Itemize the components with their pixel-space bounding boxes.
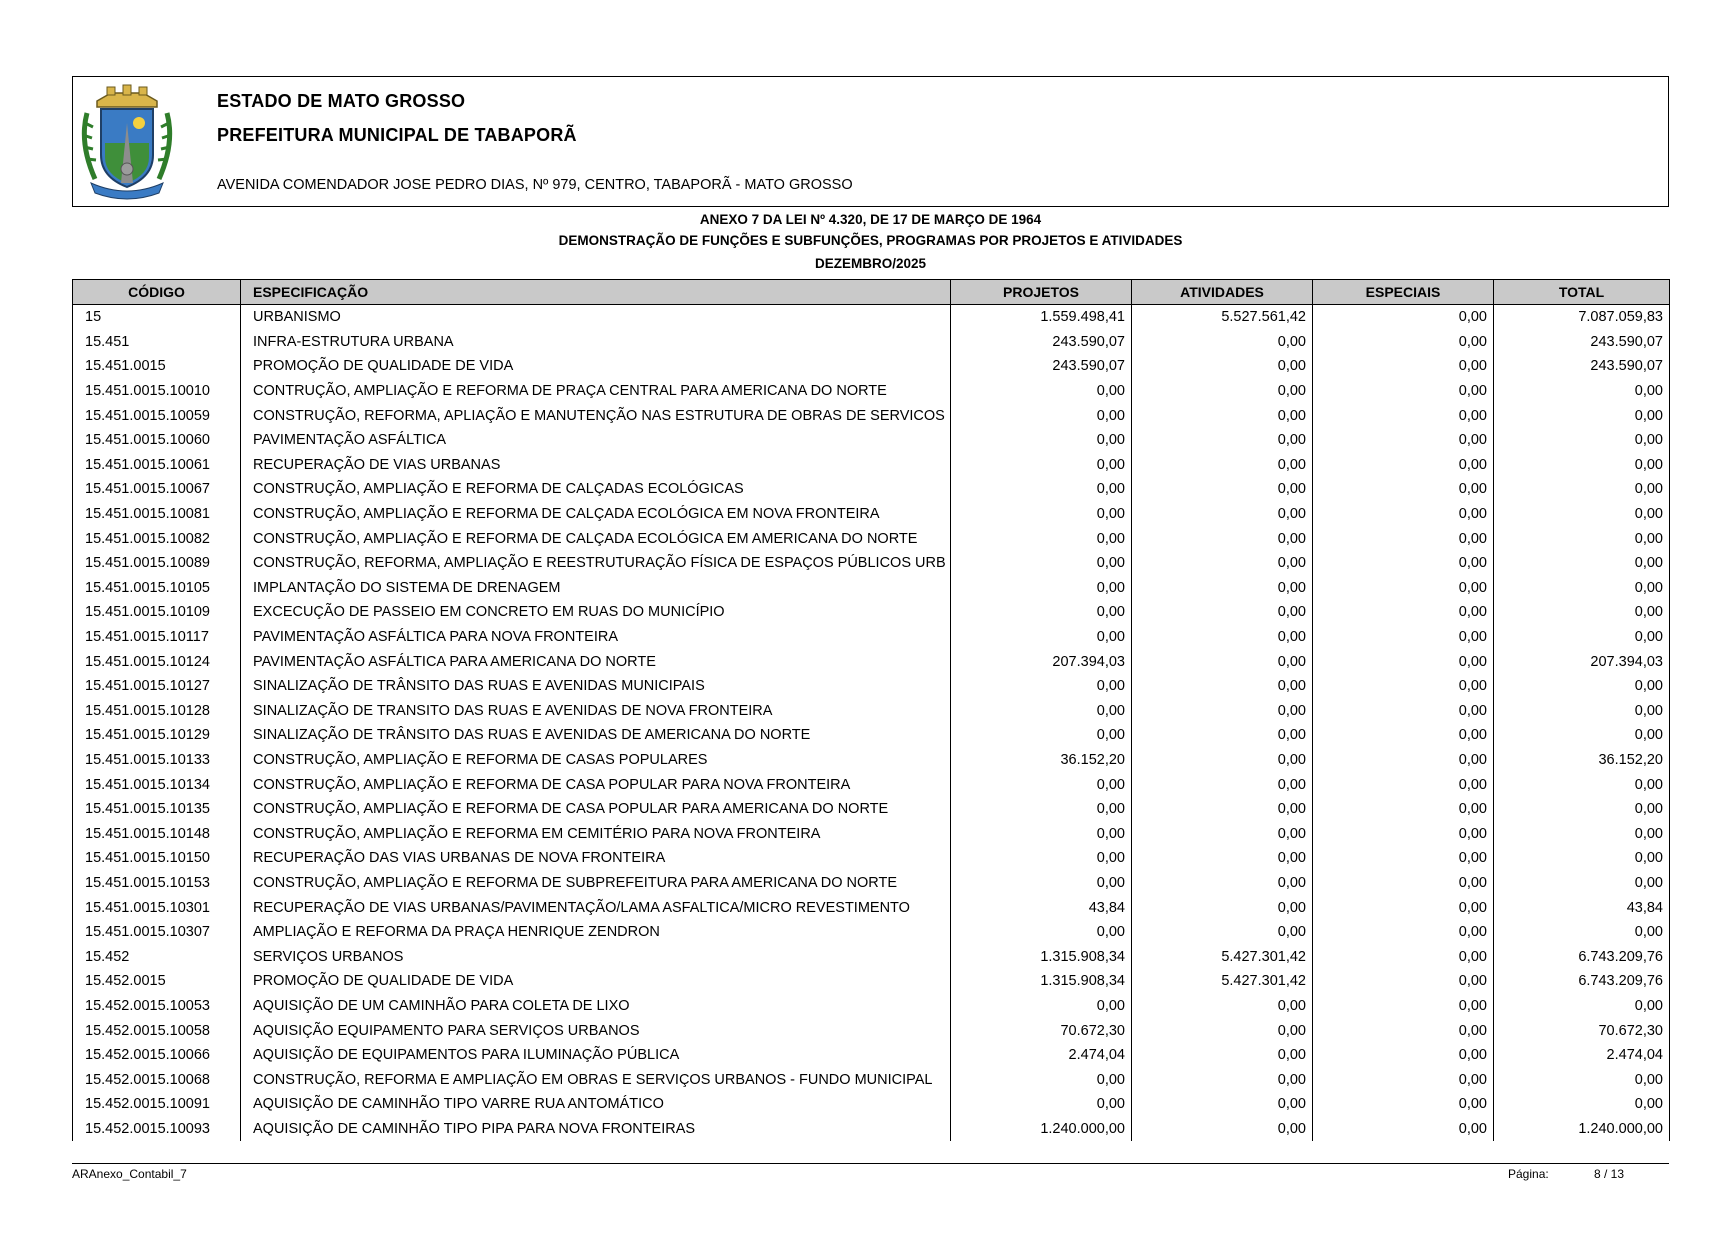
cell-total: 0,00 xyxy=(1494,1092,1670,1117)
table-row xyxy=(73,1117,1670,1142)
cell-codigo: 15.452.0015.10058 xyxy=(73,1018,241,1043)
cell-especiais: 0,00 xyxy=(1313,920,1494,945)
cell-projetos: 0,00 xyxy=(951,551,1132,576)
column-header-atividades: ATIVIDADES xyxy=(1132,280,1313,305)
footer-report-name: ARAnexo_Contabil_7 xyxy=(72,1167,187,1181)
cell-codigo: 15.452.0015.10093 xyxy=(73,1117,241,1142)
cell-atividades: 0,00 xyxy=(1132,453,1313,478)
state-name: ESTADO DE MATO GROSSO xyxy=(217,91,466,111)
cell-atividades: 0,00 xyxy=(1132,723,1313,748)
cell-projetos: 0,00 xyxy=(951,846,1132,871)
cell-especiais: 0,00 xyxy=(1313,477,1494,502)
cell-codigo: 15.451.0015.10135 xyxy=(73,797,241,822)
cell-projetos: 0,00 xyxy=(951,502,1132,527)
table-row xyxy=(73,403,1670,428)
cell-especiais: 0,00 xyxy=(1313,354,1494,379)
cell-especiais: 0,00 xyxy=(1313,969,1494,994)
cell-projetos: 243.590,07 xyxy=(951,354,1132,379)
table-row xyxy=(73,846,1670,871)
cell-codigo: 15.451.0015.10061 xyxy=(73,453,241,478)
table-row xyxy=(73,428,1670,453)
table-row xyxy=(73,330,1670,355)
cell-codigo: 15.452.0015.10091 xyxy=(73,1092,241,1117)
cell-especificacao: AMPLIAÇÃO E REFORMA DA PRAÇA HENRIQUE ZENDRON xyxy=(241,920,951,945)
cell-atividades: 0,00 xyxy=(1132,871,1313,896)
cell-codigo: 15.451.0015.10127 xyxy=(73,674,241,699)
cell-projetos: 0,00 xyxy=(951,994,1132,1019)
column-header-total: TOTAL xyxy=(1494,280,1670,305)
cell-especificacao: CONTRUÇÃO, AMPLIAÇÃO E REFORMA DE PRAÇA CENTRAL PARA AMERICANA DO NORTE xyxy=(241,379,951,404)
cell-especificacao: AQUISIÇÃO DE CAMINHÃO TIPO PIPA PARA NOVA FRONTEIRAS xyxy=(241,1117,951,1142)
prefecture-name: PREFEITURA MUNICIPAL DE TABAPORÃ xyxy=(217,125,577,145)
cell-especiais: 0,00 xyxy=(1313,1067,1494,1092)
cell-codigo: 15.452.0015.10068 xyxy=(73,1067,241,1092)
cell-atividades: 0,00 xyxy=(1132,1117,1313,1142)
table-row xyxy=(73,969,1670,994)
column-header-especificacao: ESPECIFICAÇÃO xyxy=(241,280,951,305)
cell-codigo: 15.452.0015.10053 xyxy=(73,994,241,1019)
cell-especiais: 0,00 xyxy=(1313,600,1494,625)
cell-total: 0,00 xyxy=(1494,871,1670,896)
cell-atividades: 0,00 xyxy=(1132,354,1313,379)
cell-atividades: 0,00 xyxy=(1132,477,1313,502)
cell-projetos: 0,00 xyxy=(951,477,1132,502)
cell-projetos: 0,00 xyxy=(951,699,1132,724)
cell-atividades: 0,00 xyxy=(1132,649,1313,674)
cell-codigo: 15.451.0015.10128 xyxy=(73,699,241,724)
cell-especiais: 0,00 xyxy=(1313,772,1494,797)
cell-projetos: 243.590,07 xyxy=(951,330,1132,355)
cell-especificacao: SINALIZAÇÃO DE TRÂNSITO DAS RUAS E AVENIDAS MUNICIPAIS xyxy=(241,674,951,699)
cell-especiais: 0,00 xyxy=(1313,1092,1494,1117)
cell-atividades: 0,00 xyxy=(1132,600,1313,625)
cell-projetos: 0,00 xyxy=(951,920,1132,945)
cell-total: 43,84 xyxy=(1494,895,1670,920)
cell-especificacao: EXCECUÇÃO DE PASSEIO EM CONCRETO EM RUAS DO MUNICÍPIO xyxy=(241,600,951,625)
cell-especificacao: SERVIÇOS URBANOS xyxy=(241,944,951,969)
cell-especiais: 0,00 xyxy=(1313,625,1494,650)
cell-codigo: 15.451.0015.10059 xyxy=(73,403,241,428)
cell-total: 7.087.059,83 xyxy=(1494,305,1670,330)
cell-atividades: 0,00 xyxy=(1132,748,1313,773)
cell-total: 0,00 xyxy=(1494,600,1670,625)
cell-atividades: 0,00 xyxy=(1132,403,1313,428)
cell-especiais: 0,00 xyxy=(1313,502,1494,527)
cell-codigo: 15.451.0015 xyxy=(73,354,241,379)
cell-total: 0,00 xyxy=(1494,1067,1670,1092)
cell-total: 0,00 xyxy=(1494,477,1670,502)
cell-projetos: 1.315.908,34 xyxy=(951,944,1132,969)
table-row xyxy=(73,551,1670,576)
cell-especiais: 0,00 xyxy=(1313,748,1494,773)
cell-atividades: 0,00 xyxy=(1132,502,1313,527)
cell-especiais: 0,00 xyxy=(1313,994,1494,1019)
cell-total: 0,00 xyxy=(1494,699,1670,724)
cell-codigo: 15.451.0015.10082 xyxy=(73,526,241,551)
cell-total: 0,00 xyxy=(1494,797,1670,822)
cell-especiais: 0,00 xyxy=(1313,305,1494,330)
cell-especificacao: PAVIMENTAÇÃO ASFÁLTICA PARA AMERICANA DO NORTE xyxy=(241,649,951,674)
cell-codigo: 15.451.0015.10060 xyxy=(73,428,241,453)
table-row xyxy=(73,944,1670,969)
footer-divider xyxy=(72,1163,1669,1164)
cell-codigo: 15.451.0015.10133 xyxy=(73,748,241,773)
cell-especificacao: CONSTRUÇÃO, AMPLIAÇÃO E REFORMA DE CALÇADAS ECOLÓGICAS xyxy=(241,477,951,502)
cell-atividades: 5.427.301,42 xyxy=(1132,944,1313,969)
cell-total: 0,00 xyxy=(1494,551,1670,576)
cell-projetos: 0,00 xyxy=(951,600,1132,625)
table-header-row xyxy=(73,280,1670,305)
cell-codigo: 15.451.0015.10134 xyxy=(73,772,241,797)
cell-projetos: 207.394,03 xyxy=(951,649,1132,674)
cell-codigo: 15 xyxy=(73,305,241,330)
cell-atividades: 0,00 xyxy=(1132,772,1313,797)
cell-total: 0,00 xyxy=(1494,920,1670,945)
cell-especiais: 0,00 xyxy=(1313,1018,1494,1043)
cell-codigo: 15.451.0015.10089 xyxy=(73,551,241,576)
cell-projetos: 0,00 xyxy=(951,674,1132,699)
cell-atividades: 0,00 xyxy=(1132,699,1313,724)
cell-projetos: 0,00 xyxy=(951,379,1132,404)
cell-atividades: 0,00 xyxy=(1132,797,1313,822)
cell-especificacao: CONSTRUÇÃO, REFORMA, AMPLIAÇÃO E REESTRUTURAÇÃO FÍSICA DE ESPAÇOS PÚBLICOS URB xyxy=(241,551,951,576)
cell-total: 1.240.000,00 xyxy=(1494,1117,1670,1142)
cell-codigo: 15.451.0015.10124 xyxy=(73,649,241,674)
cell-especificacao: CONSTRUÇÃO, AMPLIAÇÃO E REFORMA EM CEMITÉRIO PARA NOVA FRONTEIRA xyxy=(241,821,951,846)
cell-especificacao: AQUISIÇÃO DE CAMINHÃO TIPO VARRE RUA ANTOMÁTICO xyxy=(241,1092,951,1117)
cell-total: 243.590,07 xyxy=(1494,330,1670,355)
cell-projetos: 0,00 xyxy=(951,871,1132,896)
footer-page-number: 8 / 13 xyxy=(1594,1167,1625,1181)
cell-especiais: 0,00 xyxy=(1313,649,1494,674)
cell-codigo: 15.452.0015.10066 xyxy=(73,1043,241,1068)
cell-especificacao: IMPLANTAÇÃO DO SISTEMA DE DRENAGEM xyxy=(241,576,951,601)
cell-especificacao: AQUISIÇÃO DE UM CAMINHÃO PARA COLETA DE LIXO xyxy=(241,994,951,1019)
cell-especificacao: AQUISIÇÃO EQUIPAMENTO PARA SERVIÇOS URBANOS xyxy=(241,1018,951,1043)
cell-especificacao: URBANISMO xyxy=(241,305,951,330)
table-row xyxy=(73,772,1670,797)
cell-projetos: 1.559.498,41 xyxy=(951,305,1132,330)
cell-especificacao: RECUPERAÇÃO DAS VIAS URBANAS DE NOVA FRONTEIRA xyxy=(241,846,951,871)
cell-atividades: 0,00 xyxy=(1132,1067,1313,1092)
cell-especificacao: SINALIZAÇÃO DE TRÂNSITO DAS RUAS E AVENIDAS DE AMERICANA DO NORTE xyxy=(241,723,951,748)
cell-codigo: 15.451.0015.10010 xyxy=(73,379,241,404)
cell-especiais: 0,00 xyxy=(1313,551,1494,576)
cell-especiais: 0,00 xyxy=(1313,674,1494,699)
cell-atividades: 0,00 xyxy=(1132,994,1313,1019)
cell-total: 0,00 xyxy=(1494,403,1670,428)
cell-atividades: 0,00 xyxy=(1132,330,1313,355)
cell-total: 0,00 xyxy=(1494,502,1670,527)
cell-codigo: 15.451.0015.10148 xyxy=(73,821,241,846)
table-row xyxy=(73,1018,1670,1043)
cell-projetos: 0,00 xyxy=(951,625,1132,650)
cell-projetos: 0,00 xyxy=(951,821,1132,846)
cell-atividades: 0,00 xyxy=(1132,1043,1313,1068)
cell-total: 0,00 xyxy=(1494,625,1670,650)
cell-projetos: 1.315.908,34 xyxy=(951,969,1132,994)
cell-especiais: 0,00 xyxy=(1313,1043,1494,1068)
cell-atividades: 0,00 xyxy=(1132,428,1313,453)
cell-especiais: 0,00 xyxy=(1313,379,1494,404)
cell-especiais: 0,00 xyxy=(1313,723,1494,748)
table-row xyxy=(73,699,1670,724)
cell-codigo: 15.451.0015.10129 xyxy=(73,723,241,748)
cell-total: 6.743.209,76 xyxy=(1494,969,1670,994)
cell-codigo: 15.452.0015 xyxy=(73,969,241,994)
cell-especiais: 0,00 xyxy=(1313,428,1494,453)
cell-projetos: 0,00 xyxy=(951,1092,1132,1117)
cell-codigo: 15.451.0015.10307 xyxy=(73,920,241,945)
footer-page-label: Página: xyxy=(1508,1167,1549,1181)
cell-total: 70.672,30 xyxy=(1494,1018,1670,1043)
cell-especificacao: CONSTRUÇÃO, AMPLIAÇÃO E REFORMA DE SUBPREFEITURA PARA AMERICANA DO NORTE xyxy=(241,871,951,896)
cell-especificacao: CONSTRUÇÃO, AMPLIAÇÃO E REFORMA DE CALÇADA ECOLÓGICA EM NOVA FRONTEIRA xyxy=(241,502,951,527)
cell-projetos: 0,00 xyxy=(951,526,1132,551)
cell-projetos: 0,00 xyxy=(951,1067,1132,1092)
report-title-description: DEMONSTRAÇÃO DE FUNÇÕES E SUBFUNÇÕES, PROGRAMAS POR PROJETOS E ATIVIDADES xyxy=(558,233,1183,248)
cell-projetos: 0,00 xyxy=(951,453,1132,478)
table-row xyxy=(73,674,1670,699)
cell-especiais: 0,00 xyxy=(1313,821,1494,846)
cell-especificacao: PAVIMENTAÇÃO ASFÁLTICA xyxy=(241,428,951,453)
cell-especiais: 0,00 xyxy=(1313,330,1494,355)
cell-projetos: 2.474,04 xyxy=(951,1043,1132,1068)
cell-total: 0,00 xyxy=(1494,526,1670,551)
cell-atividades: 0,00 xyxy=(1132,1092,1313,1117)
table-row xyxy=(73,649,1670,674)
cell-especificacao: SINALIZAÇÃO DE TRANSITO DAS RUAS E AVENIDAS DE NOVA FRONTEIRA xyxy=(241,699,951,724)
cell-total: 0,00 xyxy=(1494,674,1670,699)
table-row xyxy=(73,477,1670,502)
cell-projetos: 0,00 xyxy=(951,576,1132,601)
cell-total: 0,00 xyxy=(1494,428,1670,453)
cell-projetos: 1.240.000,00 xyxy=(951,1117,1132,1142)
cell-atividades: 0,00 xyxy=(1132,895,1313,920)
cell-codigo: 15.451.0015.10150 xyxy=(73,846,241,871)
cell-atividades: 0,00 xyxy=(1132,920,1313,945)
cell-especiais: 0,00 xyxy=(1313,403,1494,428)
table-row xyxy=(73,895,1670,920)
cell-total: 0,00 xyxy=(1494,772,1670,797)
cell-atividades: 0,00 xyxy=(1132,674,1313,699)
cell-atividades: 0,00 xyxy=(1132,846,1313,871)
prefecture-address: AVENIDA COMENDADOR JOSE PEDRO DIAS, Nº 979, CENTRO, TABAPORÃ - MATO GROSSO xyxy=(217,177,853,193)
table-row xyxy=(73,354,1670,379)
cell-total: 207.394,03 xyxy=(1494,649,1670,674)
cell-codigo: 15.451.0015.10067 xyxy=(73,477,241,502)
cell-especificacao: CONSTRUÇÃO, AMPLIAÇÃO E REFORMA DE CASAS POPULARES xyxy=(241,748,951,773)
cell-atividades: 0,00 xyxy=(1132,1018,1313,1043)
table-row xyxy=(73,600,1670,625)
cell-especiais: 0,00 xyxy=(1313,699,1494,724)
cell-atividades: 5.427.301,42 xyxy=(1132,969,1313,994)
cell-atividades: 0,00 xyxy=(1132,821,1313,846)
table-row xyxy=(73,502,1670,527)
cell-atividades: 0,00 xyxy=(1132,576,1313,601)
table-row xyxy=(73,453,1670,478)
cell-atividades: 0,00 xyxy=(1132,551,1313,576)
cell-projetos: 0,00 xyxy=(951,723,1132,748)
table-row xyxy=(73,821,1670,846)
table-row xyxy=(73,748,1670,773)
cell-codigo: 15.451 xyxy=(73,330,241,355)
cell-total: 0,00 xyxy=(1494,821,1670,846)
cell-codigo: 15.451.0015.10105 xyxy=(73,576,241,601)
cell-especiais: 0,00 xyxy=(1313,944,1494,969)
cell-codigo: 15.452 xyxy=(73,944,241,969)
cell-especificacao: CONSTRUÇÃO, AMPLIAÇÃO E REFORMA DE CASA POPULAR PARA AMERICANA DO NORTE xyxy=(241,797,951,822)
table-row xyxy=(73,1043,1670,1068)
cell-especificacao: CONSTRUÇÃO, AMPLIAÇÃO E REFORMA DE CALÇADA ECOLÓGICA EM AMERICANA DO NORTE xyxy=(241,526,951,551)
cell-total: 0,00 xyxy=(1494,994,1670,1019)
table-row xyxy=(73,723,1670,748)
cell-especificacao: CONSTRUÇÃO, AMPLIAÇÃO E REFORMA DE CASA POPULAR PARA NOVA FRONTEIRA xyxy=(241,772,951,797)
cell-total: 0,00 xyxy=(1494,846,1670,871)
table-body xyxy=(73,305,1670,1142)
cell-codigo: 15.451.0015.10301 xyxy=(73,895,241,920)
municipal-crest-icon xyxy=(77,83,177,203)
table-row xyxy=(73,1092,1670,1117)
table-row xyxy=(73,797,1670,822)
cell-codigo: 15.451.0015.10109 xyxy=(73,600,241,625)
table-row xyxy=(73,871,1670,896)
cell-projetos: 0,00 xyxy=(951,428,1132,453)
table-row xyxy=(73,1067,1670,1092)
cell-projetos: 0,00 xyxy=(951,772,1132,797)
cell-projetos: 70.672,30 xyxy=(951,1018,1132,1043)
cell-especiais: 0,00 xyxy=(1313,871,1494,896)
cell-especificacao: AQUISIÇÃO DE EQUIPAMENTOS PARA ILUMINAÇÃO PÚBLICA xyxy=(241,1043,951,1068)
cell-atividades: 0,00 xyxy=(1132,379,1313,404)
cell-codigo: 15.451.0015.10081 xyxy=(73,502,241,527)
cell-projetos: 43,84 xyxy=(951,895,1132,920)
column-header-codigo: CÓDIGO xyxy=(73,280,241,305)
table-row xyxy=(73,576,1670,601)
cell-projetos: 0,00 xyxy=(951,403,1132,428)
cell-especificacao: RECUPERAÇÃO DE VIAS URBANAS xyxy=(241,453,951,478)
cell-especificacao: PROMOÇÃO DE QUALIDADE DE VIDA xyxy=(241,354,951,379)
cell-projetos: 36.152,20 xyxy=(951,748,1132,773)
cell-especificacao: INFRA-ESTRUTURA URBANA xyxy=(241,330,951,355)
table-row xyxy=(73,994,1670,1019)
cell-total: 6.743.209,76 xyxy=(1494,944,1670,969)
cell-total: 0,00 xyxy=(1494,576,1670,601)
report-period: DEZEMBRO/2025 xyxy=(814,256,927,271)
cell-codigo: 15.451.0015.10117 xyxy=(73,625,241,650)
cell-especificacao: CONSTRUÇÃO, REFORMA E AMPLIAÇÃO EM OBRAS E SERVIÇOS URBANOS - FUNDO MUNICIPAL xyxy=(241,1067,951,1092)
column-header-projetos: PROJETOS xyxy=(951,280,1132,305)
cell-total: 243.590,07 xyxy=(1494,354,1670,379)
cell-especificacao: PROMOÇÃO DE QUALIDADE DE VIDA xyxy=(241,969,951,994)
table-row xyxy=(73,305,1670,330)
budget-table xyxy=(72,279,1670,1141)
cell-projetos: 0,00 xyxy=(951,797,1132,822)
cell-atividades: 0,00 xyxy=(1132,625,1313,650)
table-row xyxy=(73,526,1670,551)
cell-codigo: 15.451.0015.10153 xyxy=(73,871,241,896)
cell-especificacao: PAVIMENTAÇÃO ASFÁLTICA PARA NOVA FRONTEIRA xyxy=(241,625,951,650)
column-header-especiais: ESPECIAIS xyxy=(1313,280,1494,305)
cell-especiais: 0,00 xyxy=(1313,1117,1494,1142)
header-box xyxy=(72,76,1669,207)
cell-total: 2.474,04 xyxy=(1494,1043,1670,1068)
table-row xyxy=(73,379,1670,404)
cell-especiais: 0,00 xyxy=(1313,846,1494,871)
cell-especiais: 0,00 xyxy=(1313,453,1494,478)
cell-total: 0,00 xyxy=(1494,723,1670,748)
cell-especificacao: RECUPERAÇÃO DE VIAS URBANAS/PAVIMENTAÇÃO/LAMA ASFALTICA/MICRO REVESTIMENTO xyxy=(241,895,951,920)
cell-especiais: 0,00 xyxy=(1313,797,1494,822)
table-row xyxy=(73,920,1670,945)
cell-especiais: 0,00 xyxy=(1313,526,1494,551)
cell-especiais: 0,00 xyxy=(1313,576,1494,601)
cell-total: 0,00 xyxy=(1494,453,1670,478)
report-title-law: ANEXO 7 DA LEI Nº 4.320, DE 17 DE MARÇO DE 1964 xyxy=(699,212,1042,227)
cell-especificacao: CONSTRUÇÃO, REFORMA, APLIAÇÃO E MANUTENÇÃO NAS ESTRUTURA DE OBRAS DE SERVICOS xyxy=(241,403,951,428)
cell-especiais: 0,00 xyxy=(1313,895,1494,920)
cell-atividades: 5.527.561,42 xyxy=(1132,305,1313,330)
table-row xyxy=(73,625,1670,650)
cell-total: 36.152,20 xyxy=(1494,748,1670,773)
cell-total: 0,00 xyxy=(1494,379,1670,404)
cell-atividades: 0,00 xyxy=(1132,526,1313,551)
